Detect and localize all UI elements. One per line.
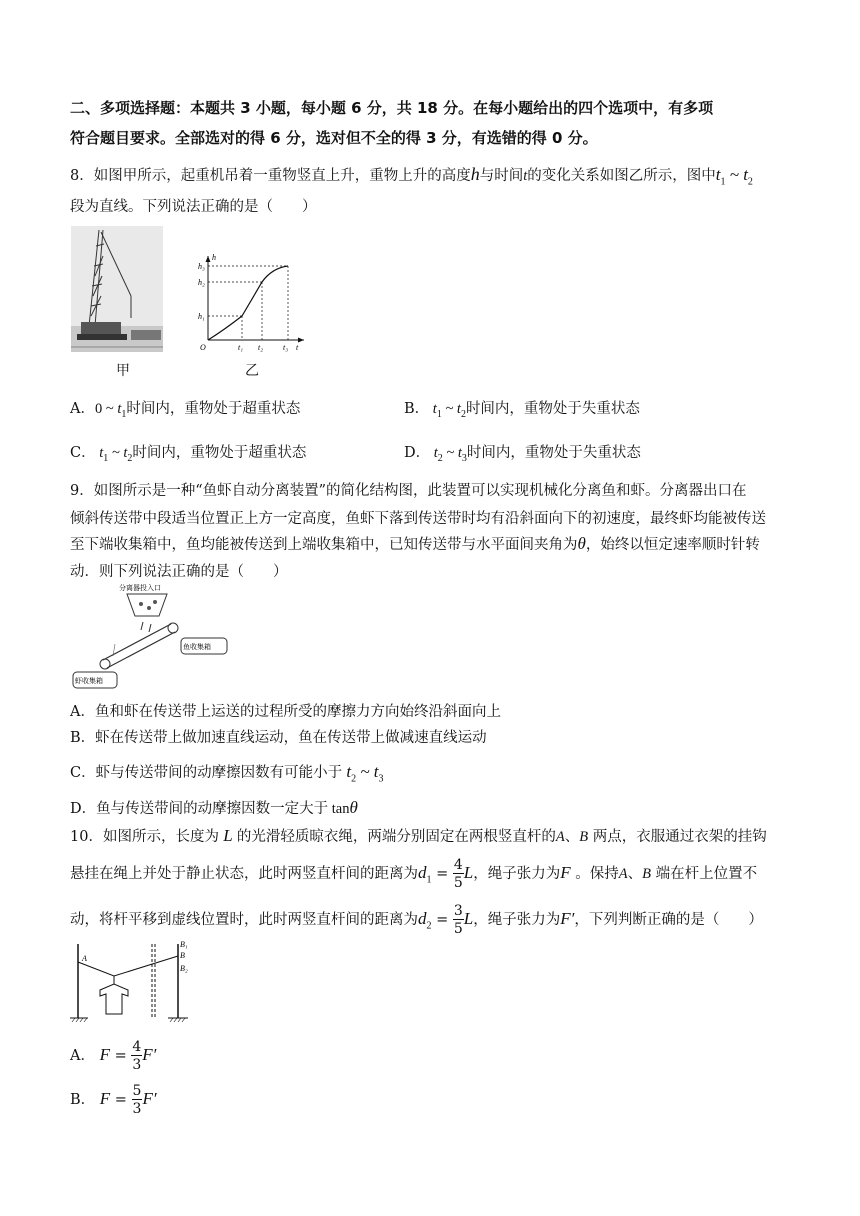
figure-caption-jia: 甲 xyxy=(116,363,130,379)
option-label: D． xyxy=(404,445,431,461)
q10-text: 端在杆上位置不 xyxy=(655,866,758,882)
q8-option-a: A．0 ~ $t_1$时间内，重物处于超重状态 xyxy=(70,401,301,420)
q10-text: 两点，衣服通过衣架的挂钩 xyxy=(592,829,767,845)
q9-option-a: A．鱼和虾在传送带上运送的过程所受的摩擦力方向始终沿斜面向上 xyxy=(70,704,501,720)
inlet-label: 分离器投入口 xyxy=(119,584,161,592)
q10-text: ，绳子张力为 xyxy=(473,866,561,882)
option-label: A． xyxy=(70,401,95,417)
q10-text: ，下列判断正确的是（ ） xyxy=(574,912,763,928)
q10-stem-line-2: 悬挂在绳上并处于静止状态，此时两竖直杆间的距离为$d_1$ = $\frac{4}{5}$ L，绳子张力为F 。保持A、B 端在杆上位置不 xyxy=(70,857,758,891)
option-text: 时间内，重物处于超重状态 xyxy=(132,445,307,461)
shrimp-box-label: 虾收集箱 xyxy=(75,677,103,685)
q8-stem-line-2: 段为直线。下列说法正确的是（ ） xyxy=(70,199,317,215)
q10-stem-line-1: 10．如图所示，长度为 L 的光滑轻质晾衣绳，两端分别固定在两根竖直杆的A、B 两点，衣服通过衣架的挂钩 xyxy=(70,826,767,845)
option-label: B． xyxy=(404,401,430,417)
graph-h2: h₂ xyxy=(198,278,205,287)
option-text: C．虾与传送带间的动摩擦因数有可能小于 xyxy=(70,765,343,781)
graph-t1: t₁ xyxy=(238,343,244,352)
q9-option-b: B．虾在传送带上做加速直线运动，鱼在传送带上做减速直线运动 xyxy=(70,730,487,746)
q10-text: 10．如图所示，长度为 xyxy=(70,829,219,845)
section-header-line-1: 二、多项选择题：本题共 3 小题，每小题 6 分，共 18 分。在每小题给出的四个选项中，有多项 xyxy=(70,99,714,117)
option-label: B． xyxy=(70,1092,96,1108)
q8-text: 的变化关系如图乙所示，图中 xyxy=(527,168,716,184)
q9-text: ，始终以恒定速率顺时针转 xyxy=(585,537,760,553)
q8-option-d: D． $t_2$ ~ $t_3$时间内，重物处于失重状态 xyxy=(404,445,641,464)
graph-axis-h: h xyxy=(212,253,216,262)
option-text: 时间内，重物处于失重状态 xyxy=(465,401,640,417)
q9-stem-line-4: 动．则下列说法正确的是（ ） xyxy=(70,564,288,580)
option-text: 时间内，重物处于失重状态 xyxy=(466,445,641,461)
q10-stem-line-3: 动，将杆平移到虚线位置时，此时两竖直杆间的距离为$d_2$ = $\frac{3}{5}$ L，绳子张力为F′，下列判断正确的是（ ） xyxy=(70,903,763,937)
section-header-line-2: 符合题目要求。全部选对的得 6 分，选对但不全的得 3 分，有选错的得 0 分。 xyxy=(70,129,598,147)
q9-stem-line-2: 倾斜传送带中段适当位置正上方一定高度，鱼虾下落到传送带时均有沿斜面向下的初速度，最终虾均能被传送 xyxy=(70,511,766,527)
clothesline-diagram xyxy=(70,938,194,1026)
q10-text: 悬挂在绳上并处于静止状态，此时两竖直杆间的距离为 xyxy=(70,866,418,882)
q8-text: 8．如图甲所示，起重机吊着一重物竖直上升，重物上升的高度 xyxy=(70,168,471,184)
option-text: 时间内，重物处于超重状态 xyxy=(126,401,301,417)
option-text: D．鱼与传送带间的动摩擦因数一定大于 xyxy=(70,801,329,817)
q8-option-c: C． $t_1$ ~ $t_2$时间内，重物处于超重状态 xyxy=(70,445,307,464)
crane-photo xyxy=(71,226,163,352)
h-t-graph xyxy=(196,252,308,352)
q9-option-d: D．鱼与传送带间的动摩擦因数一定大于 tanθ xyxy=(70,798,358,817)
q10-text: 动，将杆平移到虚线位置时，此时两竖直杆间的距离为 xyxy=(70,912,418,928)
point-b2-label: B₂ xyxy=(180,964,188,973)
point-a-label: A xyxy=(82,954,87,963)
point-b1-label: B₁ xyxy=(180,940,188,949)
graph-axis-t: t xyxy=(296,343,299,352)
graph-h1: h₁ xyxy=(198,312,205,321)
q10-text: ，绳子张力为 xyxy=(473,912,561,928)
q9-text: 至下端收集箱中，鱼均能被传送到上端收集箱中，已知传送带与水平面间夹角为 xyxy=(70,537,578,553)
q10-option-b: B． F = $\frac{5}{3}$ F′ xyxy=(70,1083,157,1117)
q8-stem-line-1: 8．如图甲所示，起重机吊着一重物竖直上升，重物上升的高度h与时间t的变化关系如图乙所示，图中$t_1$ ~ $t_2$ xyxy=(70,164,753,188)
q10-text: 。保持 xyxy=(575,866,619,882)
graph-origin: O xyxy=(200,343,206,352)
point-b-label: B xyxy=(180,951,185,960)
q9-option-c: C．虾与传送带间的动摩擦因数有可能小于 $t_2$ ~ $t_3$ xyxy=(70,762,384,785)
graph-t3: t₃ xyxy=(283,343,289,352)
q8-option-b: B． $t_1$ ~ $t_2$时间内，重物处于失重状态 xyxy=(404,401,640,420)
q8-text: 与时间 xyxy=(479,168,524,184)
option-label: C． xyxy=(70,445,96,461)
graph-h3: h₃ xyxy=(198,262,205,271)
q10-text: 的光滑轻质晾衣绳，两端分别固定在两根竖直杆的 xyxy=(236,829,556,845)
option-label: A． xyxy=(70,1048,95,1064)
q9-stem-line-1: 9．如图所示是一种“鱼虾自动分离装置”的简化结构图，此装置可以实现机械化分离鱼和虾。分离器出口在 xyxy=(70,483,747,499)
q10-option-a: A． F = $\frac{4}{3}$ F′ xyxy=(70,1039,157,1073)
q9-stem-line-3: 至下端收集箱中，鱼均能被传送到上端收集箱中，已知传送带与水平面间夹角为θ，始终以恒定速率顺时针转 xyxy=(70,534,760,553)
figure-caption-yi: 乙 xyxy=(245,363,259,379)
separator-diagram xyxy=(71,582,231,690)
graph-t2: t₂ xyxy=(258,343,264,352)
fish-box-label: 鱼收集箱 xyxy=(183,643,211,651)
